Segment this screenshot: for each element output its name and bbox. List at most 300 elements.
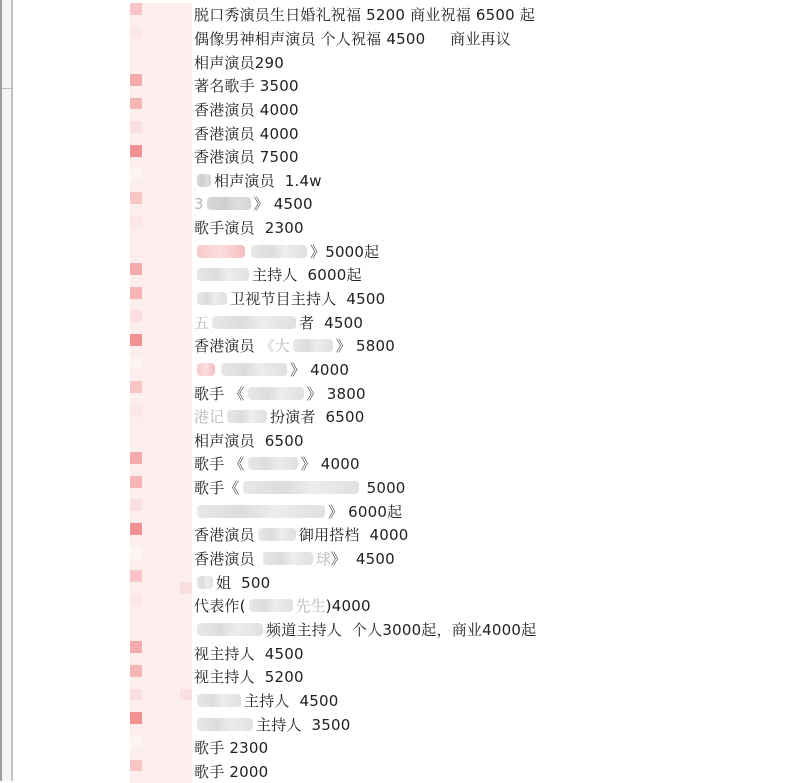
list-line	[0, 712, 800, 736]
list-line	[0, 429, 800, 453]
redaction-tile	[167, 665, 179, 677]
line-text	[194, 524, 409, 545]
redaction-tile	[130, 322, 142, 334]
redaction-tile	[130, 168, 142, 180]
redaction-tile	[155, 547, 167, 559]
redaction-tile	[155, 310, 167, 322]
redaction-tile	[167, 724, 179, 736]
redaction-tile	[167, 27, 179, 39]
redaction-tile	[167, 168, 179, 180]
redaction-tile	[155, 535, 167, 547]
redacted-name-block	[130, 98, 192, 122]
list-line	[0, 523, 800, 547]
grey-blur-redaction	[212, 316, 296, 329]
redaction-tile	[180, 145, 192, 157]
redaction-tile	[130, 629, 142, 641]
line-text-segment: 5000	[362, 479, 406, 497]
list-line	[0, 547, 800, 571]
redaction-tile	[167, 133, 179, 145]
redacted-name-block	[130, 665, 192, 689]
line-text	[194, 714, 351, 735]
line-text	[194, 737, 268, 758]
redaction-tile	[167, 157, 179, 169]
grey-blur-redaction	[251, 245, 307, 258]
redaction-tile	[130, 523, 142, 535]
redaction-tile	[155, 251, 167, 263]
redacted-name-block	[130, 594, 192, 618]
redaction-tile	[180, 736, 192, 748]
redaction-tile	[167, 334, 179, 346]
redaction-tile	[155, 263, 167, 275]
redaction-tile	[167, 760, 179, 772]
redaction-tile	[142, 511, 154, 523]
line-text	[194, 406, 365, 427]
line-text-segment: 》 4000	[290, 359, 349, 380]
redaction-tile	[180, 334, 192, 346]
redaction-tile	[130, 334, 142, 346]
redaction-tile	[180, 180, 192, 192]
redaction-tile	[167, 15, 179, 27]
redaction-tile	[167, 358, 179, 370]
line-text	[194, 643, 304, 664]
redaction-tile	[142, 38, 154, 50]
line-text-segment: 香港演员	[194, 548, 260, 569]
list-line	[0, 452, 800, 476]
redaction-tile	[130, 748, 142, 760]
redaction-tile	[130, 228, 142, 240]
line-text-segment: 相声演员 1.4w	[214, 170, 322, 191]
redaction-tile	[167, 346, 179, 358]
line-text	[194, 430, 304, 451]
redaction-tile	[130, 62, 142, 74]
redaction-tile	[180, 310, 192, 322]
list-line	[0, 358, 800, 382]
redacted-name-block	[130, 192, 192, 216]
redaction-tile	[155, 145, 167, 157]
grey-blur-redaction	[258, 528, 296, 541]
redaction-tile	[130, 665, 142, 677]
redaction-tile	[180, 535, 192, 547]
redaction-tile	[130, 50, 142, 62]
redaction-tile	[130, 760, 142, 772]
list-line	[0, 594, 800, 618]
redaction-tile	[180, 499, 192, 511]
line-text-segment: 主持人 3500	[256, 714, 351, 735]
redaction-tile	[142, 180, 154, 192]
redaction-tile	[142, 559, 154, 571]
line-text	[194, 193, 313, 214]
redaction-tile	[180, 251, 192, 263]
redaction-tile	[155, 582, 167, 594]
line-text-segment: 频道主持人 个人3000起，商业4000起	[266, 619, 536, 640]
redaction-tile	[180, 98, 192, 110]
line-text	[194, 619, 536, 640]
redaction-tile	[142, 488, 154, 500]
list-line	[0, 98, 800, 122]
list-line	[0, 74, 800, 98]
redaction-tile	[130, 180, 142, 192]
line-text-segment: 》5000起	[310, 241, 379, 262]
redaction-tile	[155, 393, 167, 405]
line-text	[194, 383, 366, 404]
line-text	[194, 288, 385, 309]
redaction-tile	[155, 499, 167, 511]
redacted-name-block	[130, 405, 192, 429]
redacted-name-block	[130, 476, 192, 500]
redaction-tile	[167, 310, 179, 322]
redaction-tile	[130, 547, 142, 559]
faint-text-segment: 五	[194, 312, 209, 333]
redaction-tile	[180, 393, 192, 405]
redaction-tile	[155, 299, 167, 311]
red-blur-redaction	[197, 363, 215, 376]
line-text	[194, 52, 284, 73]
redaction-tile	[142, 629, 154, 641]
line-text-segment: 相声演员290	[194, 52, 284, 73]
line-text-segment: 》 4000	[301, 453, 360, 474]
redaction-tile	[130, 86, 142, 98]
redaction-tile	[167, 476, 179, 488]
redacted-name-block	[130, 689, 192, 713]
redaction-tile	[142, 216, 154, 228]
redaction-tile	[130, 299, 142, 311]
redaction-tile	[180, 464, 192, 476]
line-text-segment: 代表作(	[194, 595, 246, 616]
list-line	[0, 381, 800, 405]
redaction-tile	[180, 771, 192, 783]
redaction-tile	[180, 216, 192, 228]
redaction-tile	[180, 665, 192, 677]
redaction-tile	[130, 346, 142, 358]
redaction-tile	[180, 38, 192, 50]
redaction-tile	[142, 322, 154, 334]
redacted-name-block	[130, 429, 192, 453]
redacted-name-block	[130, 452, 192, 476]
redacted-name-block	[130, 760, 192, 783]
redaction-tile	[167, 228, 179, 240]
grey-blur-redaction	[197, 268, 249, 281]
line-text	[194, 123, 299, 144]
redaction-tile	[155, 192, 167, 204]
redaction-tile	[180, 582, 192, 594]
list-line	[0, 168, 800, 192]
redaction-tile	[180, 452, 192, 464]
line-text-segment: )4000	[326, 597, 371, 615]
line-text	[194, 241, 379, 262]
line-text	[194, 335, 395, 356]
redaction-tile	[167, 464, 179, 476]
redaction-tile	[167, 511, 179, 523]
grey-blur-redaction	[248, 387, 304, 400]
redaction-tile	[167, 606, 179, 618]
redaction-tile	[130, 464, 142, 476]
grey-blur-redaction	[293, 339, 333, 352]
redaction-tile	[167, 405, 179, 417]
grey-blur-redaction	[249, 599, 293, 612]
redaction-tile	[155, 405, 167, 417]
redaction-tile	[155, 641, 167, 653]
redaction-tile	[180, 724, 192, 736]
redaction-tile	[180, 641, 192, 653]
redaction-tile	[167, 618, 179, 630]
grey-blur-redaction	[227, 410, 267, 423]
list-line	[0, 287, 800, 311]
redaction-tile	[167, 180, 179, 192]
redaction-tile	[142, 334, 154, 346]
redaction-tile	[130, 3, 142, 15]
line-text-segment: 偶像男神相声演员 个人祝福 4500 商业再议	[194, 28, 511, 49]
redaction-tile	[167, 677, 179, 689]
redaction-tile	[155, 381, 167, 393]
redaction-tile	[155, 760, 167, 772]
line-text-segment: 香港演员 4000	[194, 99, 299, 120]
line-text	[194, 28, 511, 49]
redaction-tile	[142, 228, 154, 240]
list-line	[0, 50, 800, 74]
list-line	[0, 263, 800, 287]
redacted-name-block	[130, 216, 192, 240]
redaction-tile	[155, 464, 167, 476]
redaction-tile	[142, 570, 154, 582]
redaction-tile	[167, 192, 179, 204]
line-text	[194, 312, 363, 333]
redaction-tile	[167, 653, 179, 665]
redaction-tile	[180, 168, 192, 180]
redaction-tile	[130, 771, 142, 783]
redaction-tile	[130, 204, 142, 216]
redaction-tile	[142, 618, 154, 630]
redaction-tile	[155, 511, 167, 523]
redacted-name-block	[130, 547, 192, 571]
redaction-tile	[180, 287, 192, 299]
redaction-tile	[180, 440, 192, 452]
list-line	[0, 736, 800, 760]
redaction-tile	[167, 381, 179, 393]
line-text	[194, 572, 270, 593]
line-text-segment: 主持人 6000起	[252, 264, 362, 285]
redaction-tile	[142, 712, 154, 724]
line-text-segment: 相声演员 6500	[194, 430, 304, 451]
line-text	[194, 761, 268, 782]
redacted-name-block	[130, 358, 192, 382]
redaction-tile	[155, 15, 167, 27]
redaction-tile	[167, 204, 179, 216]
redaction-tile	[130, 121, 142, 133]
line-text	[194, 4, 535, 25]
grey-blur-redaction	[197, 623, 263, 636]
redaction-tile	[142, 547, 154, 559]
redaction-tile	[167, 216, 179, 228]
redacted-name-block	[130, 74, 192, 98]
redaction-tile	[155, 133, 167, 145]
redaction-tile	[167, 98, 179, 110]
redaction-tile	[180, 50, 192, 62]
redaction-tile	[167, 275, 179, 287]
redaction-tile	[130, 653, 142, 665]
redaction-tile	[167, 452, 179, 464]
redaction-tile	[180, 476, 192, 488]
redaction-tile	[167, 369, 179, 381]
redaction-tile	[155, 594, 167, 606]
line-text-segment: 歌手 2000	[194, 761, 268, 782]
redaction-tile	[130, 606, 142, 618]
redaction-tile	[142, 641, 154, 653]
line-text-segment: 扮演者 6500	[270, 406, 365, 427]
redaction-tile	[130, 677, 142, 689]
redaction-tile	[155, 204, 167, 216]
line-text	[194, 477, 406, 498]
redaction-tile	[180, 488, 192, 500]
redaction-tile	[167, 287, 179, 299]
redaction-tile	[155, 748, 167, 760]
redaction-tile	[142, 27, 154, 39]
redaction-tile	[130, 275, 142, 287]
redaction-tile	[142, 523, 154, 535]
list-line	[0, 27, 800, 51]
redaction-tile	[142, 393, 154, 405]
redaction-tile	[142, 499, 154, 511]
redaction-tile	[155, 629, 167, 641]
redaction-tile	[130, 570, 142, 582]
redaction-tile	[167, 121, 179, 133]
redacted-name-block	[130, 736, 192, 760]
line-text	[194, 453, 360, 474]
redaction-tile	[155, 3, 167, 15]
redaction-tile	[180, 381, 192, 393]
redaction-tile	[167, 322, 179, 334]
redaction-tile	[180, 618, 192, 630]
redaction-tile	[180, 157, 192, 169]
redacted-name-block	[130, 310, 192, 334]
redaction-tile	[130, 98, 142, 110]
redacted-name-block	[130, 641, 192, 665]
list-line	[0, 3, 800, 27]
redaction-tile	[180, 629, 192, 641]
grey-blur-redaction	[197, 505, 325, 518]
redaction-tile	[130, 251, 142, 263]
redaction-tile	[155, 38, 167, 50]
list-line	[0, 216, 800, 240]
line-text	[194, 548, 395, 569]
redaction-tile	[155, 677, 167, 689]
redaction-tile	[142, 429, 154, 441]
red-blur-redaction	[197, 245, 245, 258]
redaction-tile	[180, 358, 192, 370]
redaction-tile	[180, 228, 192, 240]
redaction-tile	[155, 109, 167, 121]
grey-blur-redaction	[197, 174, 211, 187]
line-text-segment: 香港演员 4000	[194, 123, 299, 144]
redaction-tile	[167, 263, 179, 275]
redaction-tile	[167, 86, 179, 98]
redaction-tile	[142, 168, 154, 180]
redaction-tile	[167, 712, 179, 724]
redaction-tile	[180, 346, 192, 358]
redaction-tile	[167, 488, 179, 500]
redaction-tile	[167, 771, 179, 783]
line-text	[194, 146, 299, 167]
redaction-tile	[130, 736, 142, 748]
redaction-tile	[130, 263, 142, 275]
redacted-name-block	[130, 570, 192, 594]
redaction-tile	[130, 393, 142, 405]
redaction-tile	[142, 464, 154, 476]
redacted-name-block	[130, 499, 192, 523]
line-text	[194, 359, 349, 380]
redaction-tile	[167, 570, 179, 582]
redaction-tile	[167, 50, 179, 62]
redaction-tile	[180, 677, 192, 689]
redaction-tile	[130, 133, 142, 145]
redaction-tile	[155, 700, 167, 712]
list-line	[0, 641, 800, 665]
redaction-tile	[142, 358, 154, 370]
redaction-tile	[155, 476, 167, 488]
redacted-name-block	[130, 121, 192, 145]
redaction-tile	[142, 299, 154, 311]
redaction-tile	[167, 582, 179, 594]
line-text-segment: 主持人 4500	[244, 690, 339, 711]
line-text	[194, 690, 339, 711]
redaction-tile	[142, 653, 154, 665]
redaction-tile	[142, 771, 154, 783]
redaction-tile	[167, 429, 179, 441]
redaction-tile	[180, 653, 192, 665]
redaction-tile	[142, 275, 154, 287]
redaction-tile	[180, 405, 192, 417]
redaction-tile	[180, 689, 192, 701]
redacted-name-block	[130, 145, 192, 169]
redaction-tile	[167, 641, 179, 653]
redaction-tile	[130, 724, 142, 736]
redaction-tile	[167, 499, 179, 511]
redaction-tile	[130, 358, 142, 370]
redaction-tile	[130, 559, 142, 571]
line-text-segment: 姐 500	[216, 572, 270, 593]
redaction-tile	[142, 700, 154, 712]
redaction-tile	[142, 369, 154, 381]
redaction-tile	[155, 322, 167, 334]
line-text	[194, 264, 362, 285]
redaction-tile	[167, 440, 179, 452]
redaction-tile	[155, 27, 167, 39]
list-line	[0, 689, 800, 713]
redaction-tile	[155, 523, 167, 535]
redaction-tile	[155, 724, 167, 736]
grey-blur-redaction	[248, 457, 298, 470]
redaction-tile	[180, 204, 192, 216]
redaction-tile	[155, 429, 167, 441]
line-text	[194, 666, 304, 687]
list-line	[0, 499, 800, 523]
redacted-name-block	[130, 50, 192, 74]
redaction-tile	[142, 535, 154, 547]
redaction-tile	[180, 748, 192, 760]
grey-blur-redaction	[263, 552, 313, 565]
redaction-tile	[142, 98, 154, 110]
redaction-tile	[155, 712, 167, 724]
redaction-tile	[130, 689, 142, 701]
redaction-tile	[167, 629, 179, 641]
line-text	[194, 170, 322, 191]
line-text-segment: 香港演员	[194, 524, 255, 545]
redaction-tile	[155, 334, 167, 346]
redaction-tile	[167, 299, 179, 311]
redaction-tile	[142, 724, 154, 736]
line-text-segment: 》 4500	[254, 193, 313, 214]
line-text-segment: 》 4500	[331, 548, 395, 569]
list-line	[0, 121, 800, 145]
